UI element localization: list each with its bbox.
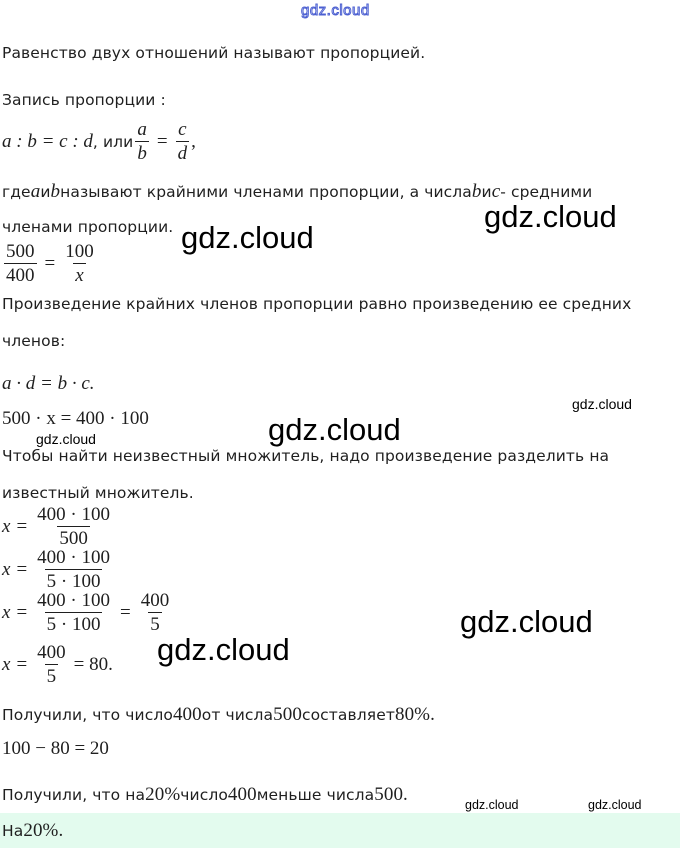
proportion-formula: a : b = c : d , или $\frac{a}{b}$ = $\frac{c}{d}$ , (2, 119, 196, 164)
definition-text: Равенство двух отношений называют пропорцией. (2, 44, 426, 62)
answer-box (0, 813, 680, 848)
solution-step-4: x = $\frac{400}{5}$ = 80. (2, 642, 113, 687)
watermark: gdz.cloud (460, 604, 593, 639)
members-colon-text: членов: (2, 332, 66, 350)
watermark: gdz.cloud (181, 220, 314, 255)
solution-step-3: x = $\frac{400 \cdot 100}{5 \cdot 100}$ = $\frac{400}{5}$ (2, 590, 170, 635)
solution-step-2: x = $\frac{400 \cdot 100}{5 \cdot 100}$ (2, 547, 110, 592)
unknown-factor-text: Чтобы найти неизвестный множитель, надо произведение разделить на (2, 447, 610, 465)
watermark-top: gdz.cloud (301, 2, 370, 19)
members-text: членами пропорции. (2, 218, 174, 236)
or-text: , или (92, 132, 134, 151)
watermark: gdz.cloud (36, 431, 96, 447)
difference-equation: 100 − 80 = 20 (2, 738, 109, 759)
watermark: gdz.cloud (572, 396, 632, 412)
proportion-500-400: $\frac{500}{400}$ = $\frac{100}{x}$ (6, 241, 94, 286)
watermark: gdz.cloud (588, 798, 642, 812)
fraction-a-b: $\frac{a}{b}$ (137, 119, 147, 164)
fraction-c-d: $\frac{c}{d}$ (177, 119, 188, 164)
product-formula: a · d = b · c. (2, 373, 95, 394)
watermark: gdz.cloud (157, 632, 290, 667)
proportion-record-label: Запись пропорции : (2, 91, 166, 109)
watermark: gdz.cloud (484, 199, 617, 234)
equation-500x: 500 · x = 400 · 100 (2, 408, 149, 429)
extreme-middle-text: где a и b называют крайними членами пропорции, а числа b и c - средними (2, 181, 593, 202)
watermark: gdz.cloud (268, 412, 401, 447)
proportion-inline: a : b = c : d (2, 130, 93, 152)
answer-text: На 20%. (2, 820, 64, 841)
solution-step-1: x = $\frac{400 \cdot 100}{500}$ (2, 504, 110, 549)
watermark: gdz.cloud (465, 798, 519, 812)
result-less-text: Получили, что на 20% число 400 меньше числа 500. (2, 784, 408, 805)
known-factor-text: известный множитель. (2, 484, 194, 502)
result-percent-text: Получили, что число 400 от числа 500 составляет 80%. (2, 704, 435, 725)
product-rule-text: Произведение крайних членов пропорции равно произведению ее средних (2, 295, 632, 313)
